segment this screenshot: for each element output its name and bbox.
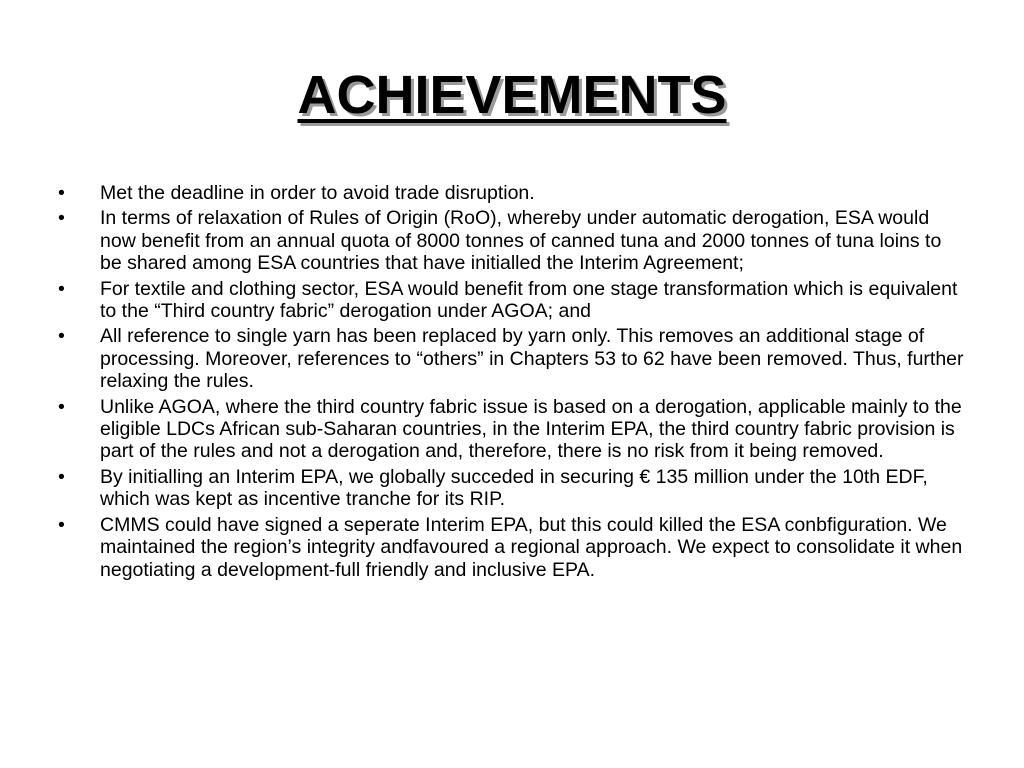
bullet-list bbox=[58, 182, 968, 584]
bullet-text: In terms of relaxation of Rules of Origin (RoO), whereby under automatic derogation, ESA would now benefit from an annual quota of 8000 tonnes of canned tuna and 2000 tonnes of tuna loins to be shared among ESA countries that have initialled the Interim Agreement; bbox=[100, 207, 942, 275]
bullet-dot-icon: • bbox=[58, 182, 65, 204]
bullet-dot-icon: • bbox=[58, 207, 65, 230]
bullet-item bbox=[58, 182, 968, 204]
bullet-text: CMMS could have signed a seperate Interim EPA, but this could killed the ESA conbfiguration. We maintained the region’s integrity andfavoured a regional approach. We expect to consolidate it when negotiating a development-full friendly and inclusive EPA. bbox=[100, 513, 963, 581]
bullet-item bbox=[58, 396, 968, 463]
bullet-text: By initialling an Interim EPA, we globally succeded in securing € 135 million under the 10th EDF, which was kept as incentive tranche for its RIP. bbox=[100, 465, 928, 511]
bullet-item bbox=[58, 466, 968, 511]
bullet-dot-icon: • bbox=[58, 325, 65, 348]
bullet-dot-icon: • bbox=[58, 277, 65, 300]
bullet-item bbox=[58, 278, 968, 323]
bullet-dot-icon: • bbox=[58, 513, 65, 536]
slide-title-text: ACHIEVEMENTS bbox=[297, 65, 727, 125]
bullet-item bbox=[58, 207, 968, 274]
bullet-item bbox=[58, 514, 968, 581]
bullet-text: All reference to single yarn has been replaced by yarn only. This removes an additional stage of processing. Moreover, references to “others” in Chapters 53 to 62 have been removed. Thus, further relaxing the rules. bbox=[100, 325, 964, 393]
bullet-item bbox=[58, 325, 968, 392]
bullet-text: Unlike AGOA, where the third country fabric issue is based on a derogation, applicable mainly to the eligible LDCs African sub-Saharan countries, in the Interim EPA, the third country fabric provision is part of the rules and not a derogation and, therefore, there is no risk from it being removed. bbox=[100, 395, 962, 463]
slide-title bbox=[0, 62, 1024, 128]
bullet-text: For textile and clothing sector, ESA would benefit from one stage transformation which is equivalent to the “Third country fabric” derogation under AGOA; and bbox=[100, 277, 958, 323]
bullet-dot-icon: • bbox=[58, 465, 65, 488]
bullet-dot-icon: • bbox=[58, 395, 65, 418]
bullet-text: Met the deadline in order to avoid trade disruption. bbox=[100, 182, 535, 204]
